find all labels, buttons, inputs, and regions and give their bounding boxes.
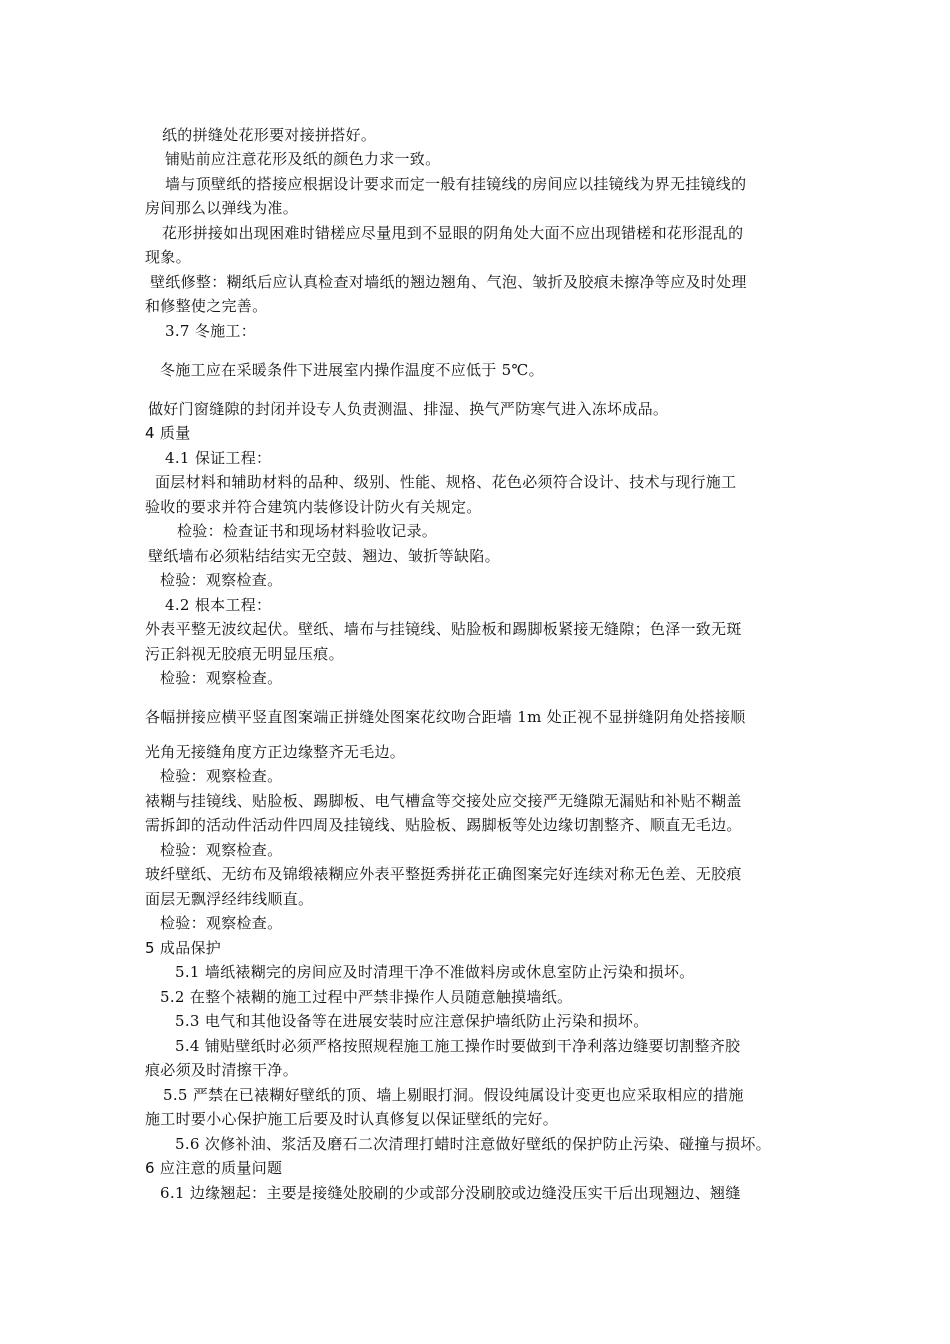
text-line: 墙与顶壁纸的搭接应根据设计要求而定一般有挂镜线的房间应以挂镜线为界无挂镜线的 bbox=[165, 175, 747, 193]
text-line: 各幅拼接应横平竖直图案端正拼缝处图案花纹吻合距墙 1m 处正视不显拼缝阴角处搭接顺 bbox=[145, 708, 746, 726]
section-heading: 5 成品保护 bbox=[145, 939, 222, 957]
text-line: 5.1 墙纸裱糊完的房间应及时清理干净不准做料房或休息室防止污染和损坏。 bbox=[175, 963, 695, 981]
text-line: 验收的要求并符合建筑内装修设计防火有关规定。 bbox=[145, 498, 482, 516]
text-line: 检验：检查证书和现场材料验收记录。 bbox=[177, 522, 438, 540]
text-line: 和修整使之完善。 bbox=[145, 297, 268, 315]
section-heading: 4.2 根本工程： bbox=[165, 596, 272, 614]
text-line: 检验：观察检查。 bbox=[160, 841, 283, 859]
text-line: 花形拼接如出现困难时错槎应尽量甩到不显眼的阴角处大面不应出现错槎和花形混乱的 bbox=[162, 224, 744, 242]
text-line: 5.4 铺贴壁纸时必须严格按照规程施工施工操作时要做到干净利落边缝要切割整齐胶 bbox=[175, 1037, 741, 1055]
text-line: 需拆卸的活动件活动件四周及挂镜线、贴脸板、踢脚板等处边缘切割整齐、顺直无毛边。 bbox=[145, 816, 742, 834]
text-line: 5.2 在整个裱糊的施工过程中严禁非操作人员随意触摸墙纸。 bbox=[160, 988, 573, 1006]
text-line: 冬施工应在采暖条件下进展室内操作温度不应低于 5℃。 bbox=[160, 361, 544, 379]
text-line: 面层无飘浮经纬线顺直。 bbox=[145, 890, 314, 908]
section-heading: 6 应注意的质量问题 bbox=[145, 1159, 283, 1177]
text-line: 施工时要小心保护施工后要及时认真修复以保证壁纸的完好。 bbox=[145, 1110, 559, 1128]
text-line: 外表平整无波纹起伏。壁纸、墙布与挂镜线、贴脸板和踢脚板紧接无缝隙；色泽一致无斑 bbox=[145, 620, 742, 638]
text-line: 5.5 严禁在已裱糊好壁纸的顶、墙上剔眼打洞。假设纯属设计变更也应采取相应的措施 bbox=[163, 1086, 744, 1104]
text-line: 纸的拼缝处花形要对接拼搭好。 bbox=[162, 126, 377, 144]
text-line: 检验：观察检查。 bbox=[160, 571, 283, 589]
section-heading: 3.7 冬施工： bbox=[165, 322, 257, 340]
text-line: 房间那么以弹线为准。 bbox=[145, 199, 299, 217]
text-line: 5.6 次修补油、浆活及磨石二次清理打蜡时注意做好壁纸的保护防止污染、碰撞与损坏。 bbox=[175, 1135, 771, 1153]
text-line: 5.3 电气和其他设备等在进展安装时应注意保护墙纸防止污染和损坏。 bbox=[175, 1012, 649, 1030]
text-line: 玻纤壁纸、无纺布及锦缎裱糊应外表平整挺秀拼花正确图案完好连续对称无色差、无胶痕 bbox=[145, 865, 742, 883]
text-line: 现象。 bbox=[145, 248, 191, 266]
text-line: 检验：观察检查。 bbox=[160, 669, 283, 687]
text-line: 检验：观察检查。 bbox=[160, 767, 283, 785]
text-line: 壁纸墙布必须粘结结实无空鼓、翘边、皱折等缺陷。 bbox=[148, 547, 500, 565]
text-line: 面层材料和辅助材料的品种、级别、性能、规格、花色必须符合设计、技术与现行施工 bbox=[155, 473, 737, 491]
text-line: 污正斜视无胶痕无明显压痕。 bbox=[145, 645, 344, 663]
text-line: 做好门窗缝隙的封闭并设专人负责测温、排湿、换气严防寒气进入冻坏成品。 bbox=[148, 400, 669, 418]
text-line: 壁纸修整：糊纸后应认真检查对墙纸的翘边翘角、气泡、皱折及胶痕未擦净等应及时处理 bbox=[150, 273, 747, 291]
text-line: 铺贴前应注意花形及纸的颜色力求一致。 bbox=[165, 150, 441, 168]
text-line: 裱糊与挂镜线、贴脸板、踢脚板、电气槽盒等交接处应交接严无缝隙无漏贴和补贴不糊盖 bbox=[145, 792, 742, 810]
text-line: 6.1 边缘翘起：主要是接缝处胶刷的少或部分没刷胶或边缝没压实干后出现翘边、翘缝 bbox=[160, 1184, 741, 1202]
text-line: 光角无接缝角度方正边缘整齐无毛边。 bbox=[145, 743, 406, 761]
text-line: 检验：观察检查。 bbox=[160, 914, 283, 932]
text-line: 痕必须及时清擦干净。 bbox=[145, 1061, 299, 1079]
section-heading: 4 质量 bbox=[145, 424, 191, 442]
section-heading: 4.1 保证工程： bbox=[165, 449, 272, 467]
